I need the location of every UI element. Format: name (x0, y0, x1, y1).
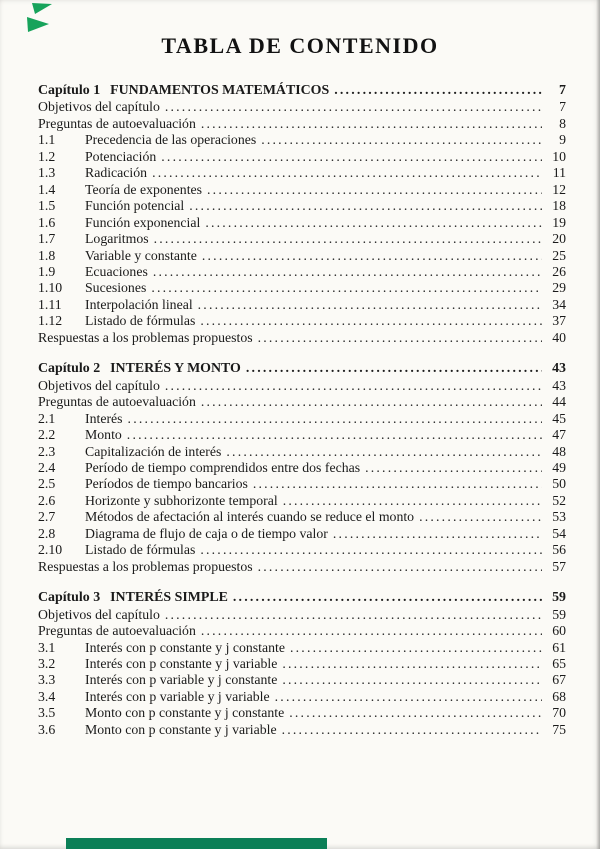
dot-leader (333, 526, 542, 542)
dot-leader (161, 149, 542, 165)
entry-page-number: 49 (552, 459, 566, 475)
toc-entry-row (38, 411, 566, 427)
toc-entry-row (38, 542, 566, 558)
dot-leader (201, 394, 542, 410)
entry-page-number: 70 (552, 705, 566, 721)
chapter-title: INTERÉS SIMPLE (110, 590, 228, 606)
dot-leader (246, 361, 542, 377)
chapter-prefix: Capítulo 1 (38, 83, 101, 98)
entry-page-number: 53 (552, 509, 566, 525)
dot-leader (282, 722, 542, 738)
entry-page-number: 12 (552, 181, 566, 197)
entry-page-number: 57 (552, 558, 566, 574)
entry-label: Período de tiempo comprendidos entre dos fechas (85, 459, 361, 475)
entry-label: Diagrama de flujo de caja o de tiempo valor (85, 525, 328, 541)
entry-number: 2.3 (38, 443, 56, 459)
entry-page-number: 60 (552, 623, 566, 639)
toc-entry-row (38, 198, 566, 214)
entry-page-number: 18 (552, 198, 566, 214)
dot-leader (365, 460, 542, 476)
entry-label: Variable y constante (85, 247, 197, 263)
entry-label: Interés con p constante y j variable (85, 655, 278, 671)
entry-number: 3.6 (38, 721, 56, 737)
toc-entry-row (38, 705, 566, 721)
toc-entry-row (38, 444, 566, 460)
toc-entry-row (38, 526, 566, 542)
entry-label: Preguntas de autoevaluación (38, 623, 196, 639)
entry-page-number: 40 (552, 329, 566, 345)
entry-number: 2.1 (38, 410, 56, 426)
toc-entry-row (38, 248, 566, 264)
chapter-heading-row (38, 83, 566, 99)
dot-leader (154, 231, 542, 247)
toc-section (38, 590, 566, 738)
entry-number: 1.10 (38, 280, 63, 296)
entry-page-number: 52 (552, 492, 566, 508)
toc-entry-row (38, 427, 566, 443)
entry-page-number: 19 (552, 214, 566, 230)
entry-page-number: 20 (552, 231, 566, 247)
toc-section (38, 83, 566, 346)
entry-number: 3.1 (38, 639, 56, 655)
entry-number: 3.4 (38, 688, 56, 704)
dot-leader (201, 623, 542, 639)
chapter-title: INTERÉS Y MONTO (110, 361, 241, 377)
toc-entry-row (38, 116, 566, 132)
dot-leader (200, 542, 542, 558)
dot-leader (189, 198, 542, 214)
chapter-page-number: 43 (552, 361, 566, 377)
dot-leader (127, 427, 542, 443)
toc-entry-row (38, 493, 566, 509)
dot-leader (152, 165, 542, 181)
chapter-prefix: Capítulo 2 (38, 361, 101, 377)
entry-page-number: 26 (552, 263, 566, 279)
entry-number: 2.8 (38, 525, 56, 541)
entry-page-number: 47 (552, 427, 566, 443)
entry-page-number: 68 (552, 688, 566, 704)
dot-leader (153, 264, 542, 280)
entry-label: Teoría de exponentes (85, 181, 203, 197)
entry-page-number: 9 (559, 132, 566, 148)
entry-number: 3.2 (38, 655, 56, 671)
dot-leader (151, 280, 542, 296)
entry-number: 1.6 (38, 214, 56, 230)
entry-label: Sucesiones (85, 280, 147, 296)
toc-entry-row (38, 672, 566, 688)
entry-number: 2.7 (38, 509, 56, 525)
dot-leader (258, 330, 542, 346)
entry-page-number: 48 (552, 443, 566, 459)
entry-number: 1.11 (38, 296, 62, 312)
green-bottom-bar (66, 838, 327, 849)
entry-page-number: 75 (552, 721, 566, 737)
toc-entry-row (38, 231, 566, 247)
entry-page-number: 25 (552, 247, 566, 263)
entry-label: Logaritmos (85, 231, 149, 247)
entry-label: Interés con p variable y j constante (85, 672, 278, 688)
entry-number: 2.6 (38, 492, 56, 508)
entry-label: Preguntas de autoevaluación (38, 394, 196, 410)
entry-label: Función potencial (85, 198, 185, 214)
toc-entry-row (38, 165, 566, 181)
entry-page-number: 11 (552, 165, 566, 181)
entry-number: 2.5 (38, 476, 56, 492)
entry-label: Función exponencial (85, 214, 201, 230)
entry-page-number: 59 (552, 606, 566, 622)
dot-leader (334, 83, 542, 99)
chapter-heading-row (38, 590, 566, 606)
entry-label: Interpolación lineal (85, 296, 193, 312)
toc-entry-row (38, 460, 566, 476)
chapter-page-number: 59 (552, 590, 566, 606)
dot-leader (201, 116, 542, 132)
dot-leader (253, 476, 542, 492)
toc-entry-row (38, 640, 566, 656)
toc-entry-row (38, 182, 566, 198)
entry-label: Radicación (85, 165, 148, 181)
dot-leader (419, 509, 542, 525)
toc-entry-row (38, 559, 566, 575)
entry-number: 3.5 (38, 705, 56, 721)
dot-leader (258, 559, 542, 575)
dot-leader (261, 132, 542, 148)
entry-page-number: 29 (552, 280, 566, 296)
entry-number: 2.10 (38, 542, 63, 558)
entry-label: Horizonte y subhorizonte temporal (85, 492, 278, 508)
entry-label: Precedencia de las operaciones (85, 132, 257, 148)
entry-label: Monto con p constante y j variable (85, 721, 277, 737)
dot-leader (205, 215, 542, 231)
toc-entry-row (38, 99, 566, 115)
toc-entry-row (38, 607, 566, 623)
entry-label: Preguntas de autoevaluación (38, 115, 196, 131)
chapter-prefix: Capítulo 3 (38, 590, 101, 606)
dot-leader (128, 411, 542, 427)
chapter-title: FUNDAMENTOS MATEMÁTICOS (110, 83, 330, 98)
toc-entry-row (38, 313, 566, 329)
toc-entry-row (38, 722, 566, 738)
entry-number: 1.8 (38, 247, 56, 263)
entry-number: 2.4 (38, 459, 56, 475)
entry-label: Monto con p constante y j constante (85, 705, 285, 721)
entry-number: 1.5 (38, 198, 56, 214)
entry-page-number: 56 (552, 542, 566, 558)
entry-label: Potenciación (85, 148, 157, 164)
entry-label: Objetivos del capítulo (38, 377, 160, 393)
entry-list (38, 607, 566, 739)
scan-edge-shadow (596, 0, 600, 849)
entry-label: Capitalización de interés (85, 443, 222, 459)
entry-page-number: 37 (552, 313, 566, 329)
entry-label: Interés (85, 410, 123, 426)
entry-list (38, 378, 566, 575)
entry-label: Ecuaciones (85, 263, 148, 279)
entry-page-number: 50 (552, 476, 566, 492)
chapter-heading-row (38, 361, 566, 377)
entry-page-number: 8 (559, 115, 566, 131)
toc-entry-row (38, 509, 566, 525)
dot-leader (282, 656, 542, 672)
entry-number: 1.2 (38, 148, 56, 164)
entry-number: 1.7 (38, 231, 56, 247)
toc-entry-row (38, 656, 566, 672)
entry-label: Respuestas a los problemas propuestos (38, 558, 253, 574)
entry-number: 1.1 (38, 132, 56, 148)
entry-label: Períodos de tiempo bancarios (85, 476, 248, 492)
dot-leader (198, 297, 542, 313)
dot-leader (283, 493, 542, 509)
dot-leader (165, 607, 542, 623)
toc-entry-row (38, 297, 566, 313)
entry-number: 1.3 (38, 165, 56, 181)
toc-entry-row (38, 689, 566, 705)
toc-sections (0, 59, 600, 738)
entry-page-number: 34 (552, 296, 566, 312)
toc-entry-row (38, 394, 566, 410)
toc-entry-row (38, 264, 566, 280)
page-title: TABLA DE CONTENIDO (161, 33, 439, 58)
entry-page-number: 43 (552, 377, 566, 393)
chapter-page-number: 7 (559, 83, 566, 98)
toc-entry-row (38, 280, 566, 296)
entry-page-number: 45 (552, 410, 566, 426)
entry-label: Interés con p constante y j constante (85, 639, 285, 655)
dot-leader (233, 590, 542, 606)
dot-leader (207, 182, 542, 198)
toc-entry-row (38, 476, 566, 492)
toc-section (38, 361, 566, 575)
entry-label: Objetivos del capítulo (38, 606, 160, 622)
dot-leader (165, 378, 542, 394)
entry-number: 1.4 (38, 181, 56, 197)
entry-number: 3.3 (38, 672, 56, 688)
entry-label: Respuestas a los problemas propuestos (38, 329, 253, 345)
toc-entry-row (38, 330, 566, 346)
entry-label: Listado de fórmulas (85, 542, 196, 558)
toc-entry-row (38, 378, 566, 394)
entry-page-number: 44 (552, 394, 566, 410)
entry-number: 1.12 (38, 313, 63, 329)
entry-label: Métodos de afectación al interés cuando se reduce el monto (85, 509, 415, 525)
entry-page-number: 10 (552, 148, 566, 164)
entry-page-number: 7 (559, 99, 566, 115)
entry-list (38, 99, 566, 346)
dot-leader (226, 444, 542, 460)
entry-label: Interés con p variable y j variable (85, 688, 270, 704)
dot-leader (289, 705, 542, 721)
entry-label: Monto (85, 427, 122, 443)
entry-page-number: 65 (552, 655, 566, 671)
toc-entry-row (38, 132, 566, 148)
entry-number: 1.9 (38, 263, 56, 279)
toc-entry-row (38, 149, 566, 165)
entry-number: 2.2 (38, 427, 56, 443)
entry-page-number: 67 (552, 672, 566, 688)
dot-leader (282, 672, 542, 688)
toc-entry-row (38, 623, 566, 639)
dot-leader (200, 313, 542, 329)
dot-leader (165, 99, 542, 115)
dot-leader (275, 689, 542, 705)
green-corner-mark-icon (26, 2, 58, 34)
dot-leader (290, 640, 542, 656)
entry-page-number: 54 (552, 525, 566, 541)
entry-label: Listado de fórmulas (85, 313, 196, 329)
entry-page-number: 61 (552, 639, 566, 655)
toc-entry-row (38, 215, 566, 231)
dot-leader (202, 248, 542, 264)
entry-label: Objetivos del capítulo (38, 99, 160, 115)
